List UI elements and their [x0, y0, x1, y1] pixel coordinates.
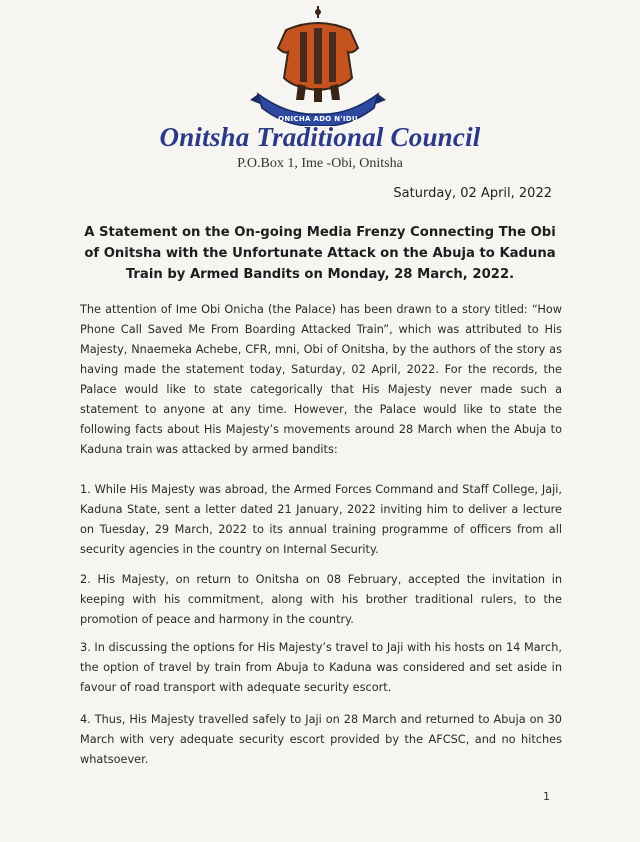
paragraph-point-4: 4. Thus, His Majesty travelled safely to Jaji on 28 March and returned to Abuja on 30 March with very adequate security escort provided by the AFCSC, and no hitches whatsoever.: [80, 713, 562, 766]
council-emblem-icon: [248, 4, 388, 126]
page-number: 1: [543, 790, 550, 803]
council-name: Onitsha Traditional Council: [159, 122, 481, 152]
emblem-motto: ONICHA ADO N'IDU: [278, 115, 358, 123]
paragraph-point-2: 2. His Majesty, on return to Onitsha on 08 February, accepted the invitation in keeping with his commitment, along with his brother traditional rulers, to the promotion of peace and harmony in the country.: [80, 573, 562, 626]
statement-heading: A Statement on the On-going Media Frenzy Connecting The Obi of Onitsha with the Unfortunate Attack on the Abuja to Kaduna Train by Armed Bandits on Monday, 28 March, 2022.: [84, 225, 556, 282]
paragraph-point-1: 1. While His Majesty was abroad, the Armed Forces Command and Staff College, Jaji, Kaduna State, sent a letter dated 21 January, 2022 inviting him to deliver a lecture on Tuesday, 29 March, 2022 to its annual training programme of officers from all security agencies in the country on Internal Security.: [80, 483, 562, 556]
statement-date: Saturday, 02 April, 2022: [393, 186, 552, 201]
council-address: P.O.Box 1, Ime -Obi, Onitsha: [237, 156, 403, 171]
paragraph-point-3: 3. In discussing the options for His Majesty’s travel to Jaji with his hosts on 14 March, the option of travel by train from Abuja to Kaduna was considered and set aside in favour of road transport with adequate security escort.: [80, 641, 562, 694]
paragraph-intro: The attention of Ime Obi Onicha (the Palace) has been drawn to a story titled: “How Phone Call Saved Me From Boarding Attacked Train”, which was attributed to His Majesty, Nnaemeka Achebe, CFR, mni, Obi of Onitsha, by the authors of the story as having made the statement today, Saturday, 02 April, 2022. For the records, the Palace would like to state categorically that His Majesty never made such a statement to anyone at any time. However, the Palace would like to state the following facts about His Majesty’s movements around 28 March when the Abuja to Kaduna train was attacked by armed bandits:: [80, 303, 562, 456]
